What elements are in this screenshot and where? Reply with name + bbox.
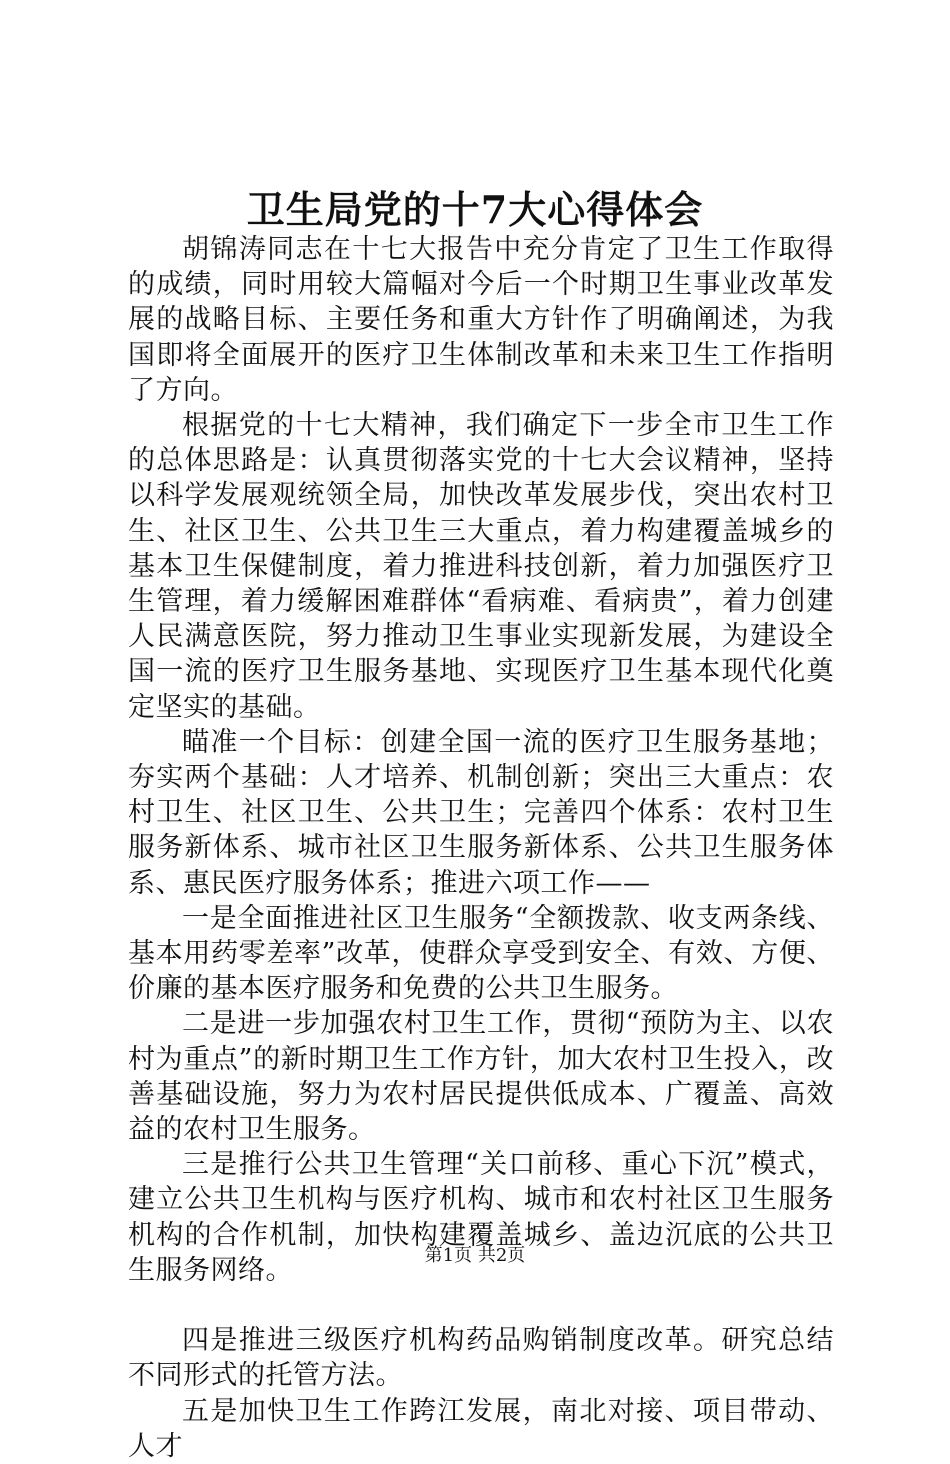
paragraph-6: 三是推行公共卫生管理“关口前移、重心下沉”模式，建立公共卫生机构与医疗机构、城市和农村社区卫生服务机构的合作机制，加快构建覆盖城乡、盖边沉底的公共卫生服务网络。 — [128, 1149, 834, 1286]
page-footer: 第1页 共2页 — [424, 1245, 526, 1266]
paragraph-5: 二是进一步加强农村卫生工作，贯彻“预防为主、以农村为重点”的新时期卫生工作方针，加大农村卫生投入，改善基础设施，努力为农村居民提供低成本、广覆盖、高效益的农村卫生服务。 — [128, 1008, 834, 1146]
document-body — [128, 232, 834, 1464]
paragraph-3: 瞄准一个目标：创建全国一流的医疗卫生服务基地；夯实两个基础：人才培养、机制创新；突出三大重点：农村卫生、社区卫生、公共卫生；完善四个体系：农村卫生服务新体系、城市社区卫生服务新体系、公共卫生服务体系、惠民医疗服务体系；推进六项工作—— — [128, 726, 834, 899]
paragraph-8: 五是加快卫生工作跨江发展，南北对接、项目带动、人才 — [128, 1395, 834, 1462]
paragraph-4: 一是全面推进社区卫生服务“全额拨款、收支两条线、基本用药零差率”改革，使群众享受到安全、有效、方便、价廉的基本医疗服务和免费的公共卫生服务。 — [128, 902, 834, 1005]
paragraph-2: 根据党的十七大精神，我们确定下一步全市卫生工作的总体思路是：认真贯彻落实党的十七大会议精神，坚持以科学发展观统领全局，加快改革发展步伐，突出农村卫生、社区卫生、公共卫生三大重点，着力构建覆盖城乡的基本卫生保健制度，着力推进科技创新，着力加强医疗卫生管理，着力缓解困难群体“看病难、看病贵”，着力创建人民满意医院，努力推动卫生事业实现新发展，为建设全国一流的医疗卫生服务基地、实现医疗卫生基本现代化奠定坚实的基础。 — [128, 410, 834, 723]
paragraph-1: 胡锦涛同志在十七大报告中充分肯定了卫生工作取得的成绩，同时用较大篇幅对今后一个时期卫生事业改革发展的战略目标、主要任务和重大方针作了明确阐述，为我国即将全面展开的医疗卫生体制改革和未来卫生工作指明了方向。 — [128, 234, 834, 406]
paragraph-7: 四是推进三级医疗机构药品购销制度改革。研究总结不同形式的托管方法。 — [128, 1325, 834, 1392]
document-title: 卫生局党的十7大心得体会 — [246, 187, 704, 232]
